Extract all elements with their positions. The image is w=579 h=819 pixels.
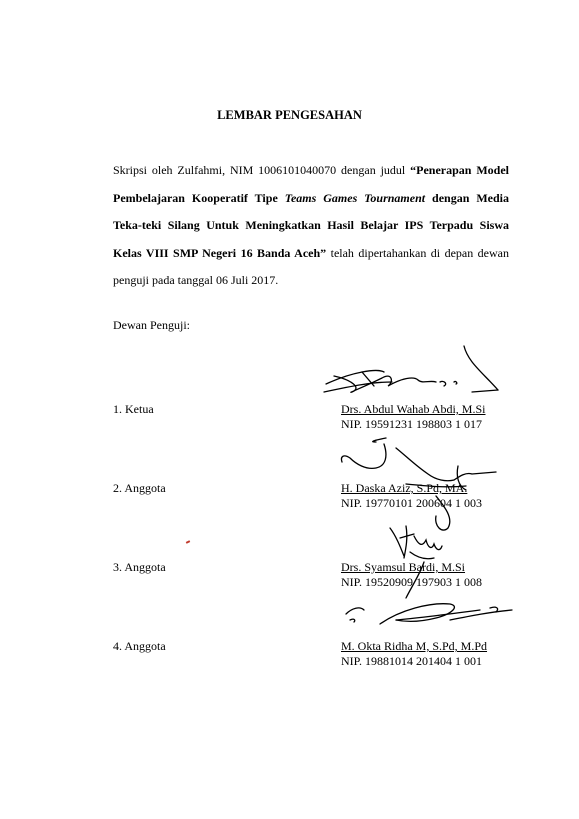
thesis-title-italic: Teams Games Tournament: [284, 190, 426, 205]
approval-paragraph: [113, 157, 509, 295]
examiner-name-3: Drs. Syamsul Bardi, M.Si: [341, 560, 466, 574]
examiner-nip-3: NIP. 19520909 197903 1 008: [341, 575, 483, 589]
examiner-name-4: M. Okta Ridha M, S.Pd, M.Pd: [341, 639, 488, 653]
examiner-nip-4: NIP. 19881014 201404 1 001: [341, 654, 483, 668]
thesis-title-start: “Penerapan Model Pembelajaran Kooperatif Tipe: [113, 163, 509, 205]
examiner-role-1: 1. Ketua: [113, 402, 154, 416]
thesis-title-end: dengan Media Teka-teki Silang Untuk Meningkatkan Hasil Belajar IPS Terpadu Siswa Kelas VIII SMP Negeri 16 Banda Aceh”: [113, 190, 510, 260]
examiner-role-3: 3. Anggota: [113, 560, 166, 574]
examiners-heading: Dewan Penguji:: [113, 318, 190, 332]
examiner-nip-2: NIP. 19770101 200604 1 003: [341, 496, 483, 510]
paragraph-outro: telah dipertahankan di depan dewan penguji pada tanggal 06 Juli 2017.: [113, 245, 510, 287]
examiner-role-4: 4. Anggota: [113, 639, 166, 653]
examiner-role-2: 2. Anggota: [113, 481, 166, 495]
examiner-name-1: Drs. Abdul Wahab Abdi, M.Si: [341, 402, 486, 416]
examiner-nip-1: NIP. 19591231 198803 1 017: [341, 417, 483, 431]
examiner-name-2: H. Daska Aziz, S.Pd, MA.: [341, 481, 468, 495]
paragraph-intro: Skripsi oleh Zulfahmi, NIM 1006101040070 dengan judul: [113, 163, 411, 177]
ink-mark: [186, 540, 190, 544]
page-title: LEMBAR PENGESAHAN: [217, 108, 362, 122]
signature-1: [322, 342, 512, 402]
signature-4: [340, 598, 520, 643]
